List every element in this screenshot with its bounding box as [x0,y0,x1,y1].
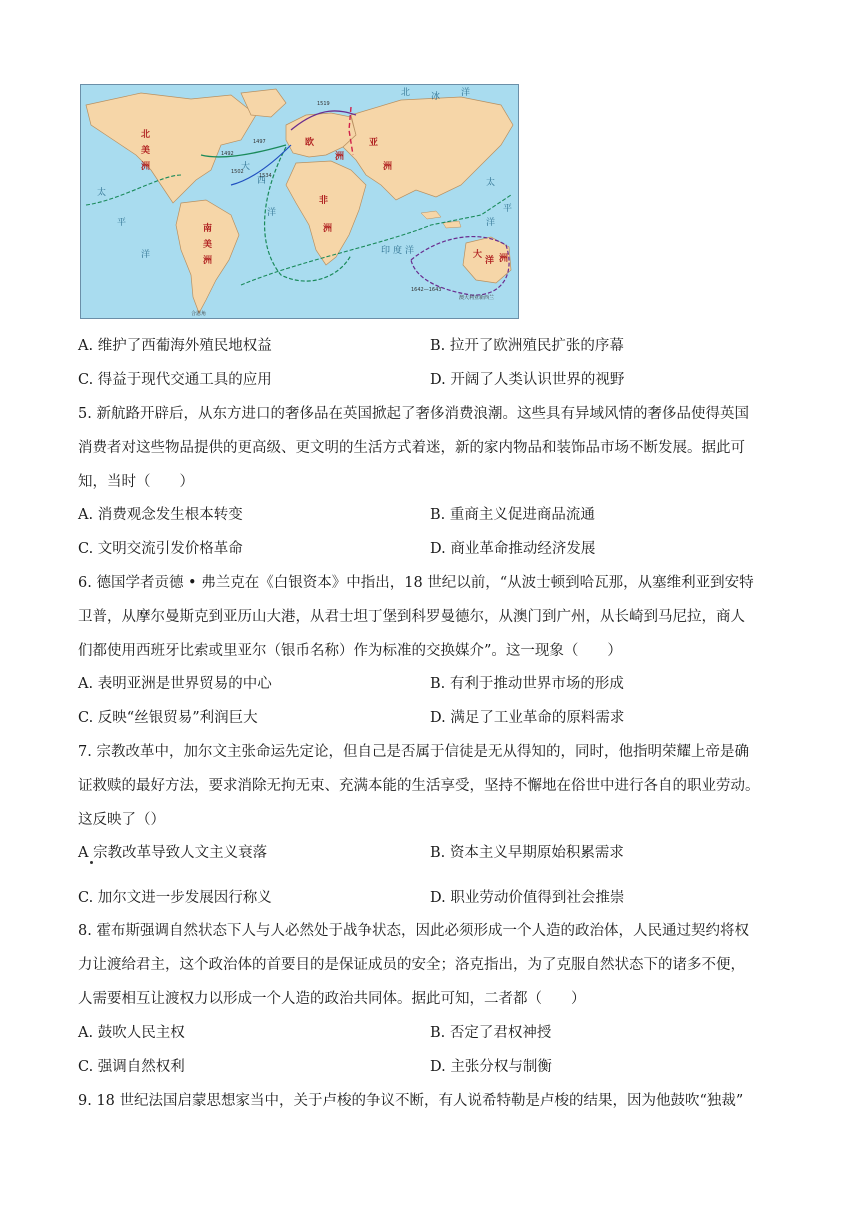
north-america-shape [86,93,256,203]
new-routes-map [81,85,518,318]
europe-shape [286,113,356,157]
svg-text:1492: 1492 [221,151,234,157]
q8-stem-line3: 人需要相互让渡权力以形成一个人造的政治共同体。据此可知，二者都（ ） [78,991,586,1007]
svg-text:大: 大 [473,250,483,260]
svg-text:北: 北 [141,130,151,140]
svg-text:洲: 洲 [203,256,213,266]
q6-option-b: B. 有利于推动世界市场的形成 [430,676,624,692]
q7-stem-line2: 证救赎的最好方法，要求消除无拘无束、充满本能的生活享受，坚持不懈地在俗世中进行各自的职业劳动。 [78,778,760,794]
q8-option-b: B. 否定了君权神授 [430,1025,552,1041]
svg-text:非: 非 [319,196,329,206]
q8-stem-line2: 力让渡给君主，这个政治体的首要目的是保证成员的安全；洛克指出，为了克服自然状态下的诸多不便， [78,957,745,973]
svg-text:洋: 洋 [486,218,496,228]
q5-option-b: B. 重商主义促进商品流通 [430,507,595,523]
svg-text:冰: 冰 [431,92,441,102]
svg-text:1642—1643: 1642—1643 [411,287,442,293]
svg-text:合恩角: 合恩角 [191,311,207,317]
q8-option-d: D. 主张分权与制衡 [430,1059,552,1075]
svg-text:平: 平 [117,218,127,228]
svg-text:洲: 洲 [335,152,345,162]
svg-text:洋: 洋 [405,246,415,256]
q4-option-c: C. 得益于现代交通工具的应用 [78,372,272,388]
svg-text:1534: 1534 [259,173,272,179]
q5-option-d: D. 商业革命推动经济发展 [430,541,596,557]
q7-option-d: D. 职业劳动价值得到社会推崇 [430,890,625,906]
svg-text:洋: 洋 [141,250,151,260]
q9-stem-line1: 9. 18 世纪法国启蒙思想家当中，关于卢梭的争议不断，有人说希特勒是卢梭的结果，因为他鼓吹“独裁” [78,1093,744,1109]
svg-text:太: 太 [486,178,496,188]
q7-option-b: B. 资本主义早期原始积累需求 [430,845,624,861]
q7-option-a: A 宗教改革导致人文主义衰落 [78,845,268,861]
svg-text:度: 度 [393,246,403,256]
world-map-figure [80,84,519,319]
q6-option-a: A. 表明亚洲是世界贸易的中心 [78,676,272,692]
svg-text:1519: 1519 [317,101,330,107]
svg-text:洲: 洲 [323,224,333,234]
q6-stem-line1: 6. 德国学者贡德 • 弗兰克在《白银资本》中指出，18 世纪以前，“从波士顿到哈瓦那，从塞维利亚到安特 [78,575,754,591]
q5-stem-line3: 知，当时（ ） [78,474,194,490]
svg-text:洋: 洋 [485,256,495,266]
svg-text:亚: 亚 [369,138,379,148]
q6-stem-line2: 卫普，从摩尔曼斯克到亚历山大港，从君士坦丁堡到科罗曼德尔，从澳门到广州，从长崎到马尼拉，商人 [78,609,745,625]
q5-option-a: A. 消费观念发生根本转变 [78,507,243,523]
q6-option-c: C. 反映“丝银贸易”利润巨大 [78,710,258,726]
svg-text:1497: 1497 [253,139,266,145]
svg-text:美: 美 [141,146,151,156]
svg-text:欧: 欧 [305,138,315,148]
q6-stem-line3: 们都使用西班牙比索或里亚尔（银币名称）作为标准的交换媒介”。这一现象（ ） [78,643,622,659]
svg-text:洲: 洲 [499,254,509,264]
q4-option-a: A. 维护了西葡海外殖民地权益 [78,338,272,354]
svg-text:平: 平 [503,204,513,214]
q5-stem-line2: 消费者对这些物品提供的更高级、更文明的生活方式着迷，新的家内物品和装饰品市场不断发展。据此可 [78,440,745,456]
svg-text:太: 太 [97,188,107,198]
svg-text:洋: 洋 [461,88,471,98]
svg-text:北: 北 [401,88,411,98]
q8-option-a: A. 鼓吹人民主权 [78,1025,185,1041]
islands-shape [421,211,461,228]
svg-text:大: 大 [241,162,251,172]
q4-option-d: D. 开阔了人类认识世界的视野 [430,372,625,388]
svg-text:南: 南 [203,224,213,234]
svg-text:美: 美 [203,240,213,250]
svg-text:1502: 1502 [231,169,244,175]
q6-option-d: D. 满足了工业革命的原料需求 [430,710,625,726]
svg-text:印: 印 [381,246,391,256]
q7-option-c: C. 加尔文进一步发展因行称义 [78,890,272,906]
q8-stem-line1: 8. 霍布斯强调自然状态下人与人必然处于战争状态，因此必须形成一个人造的政治体，人民通过契约将权 [78,923,749,939]
q5-option-c: C. 文明交流引发价格革命 [78,541,243,557]
stray-dot [90,861,93,864]
svg-text:澳大利亚新西兰: 澳大利亚新西兰 [459,295,495,301]
africa-shape [286,161,366,265]
svg-text:洲: 洲 [141,162,151,172]
svg-text:洲: 洲 [383,162,393,172]
q7-stem-line3: 这反映了（） [78,812,165,828]
svg-text:西: 西 [257,176,267,186]
q5-stem-line1: 5. 新航路开辟后，从东方进口的奢侈品在英国掀起了奢侈消费浪潮。这些具有异域风情的奢侈品使得英国 [78,406,749,422]
q7-stem-line1: 7. 宗教改革中，加尔文主张命运先定论，但自己是否属于信徒是无从得知的，同时，他指明荣耀上帝是确 [78,744,749,760]
q4-option-b: B. 拉开了欧洲殖民扩张的序幕 [430,338,624,354]
q8-option-c: C. 强调自然权利 [78,1059,185,1075]
svg-text:洋: 洋 [267,208,277,218]
